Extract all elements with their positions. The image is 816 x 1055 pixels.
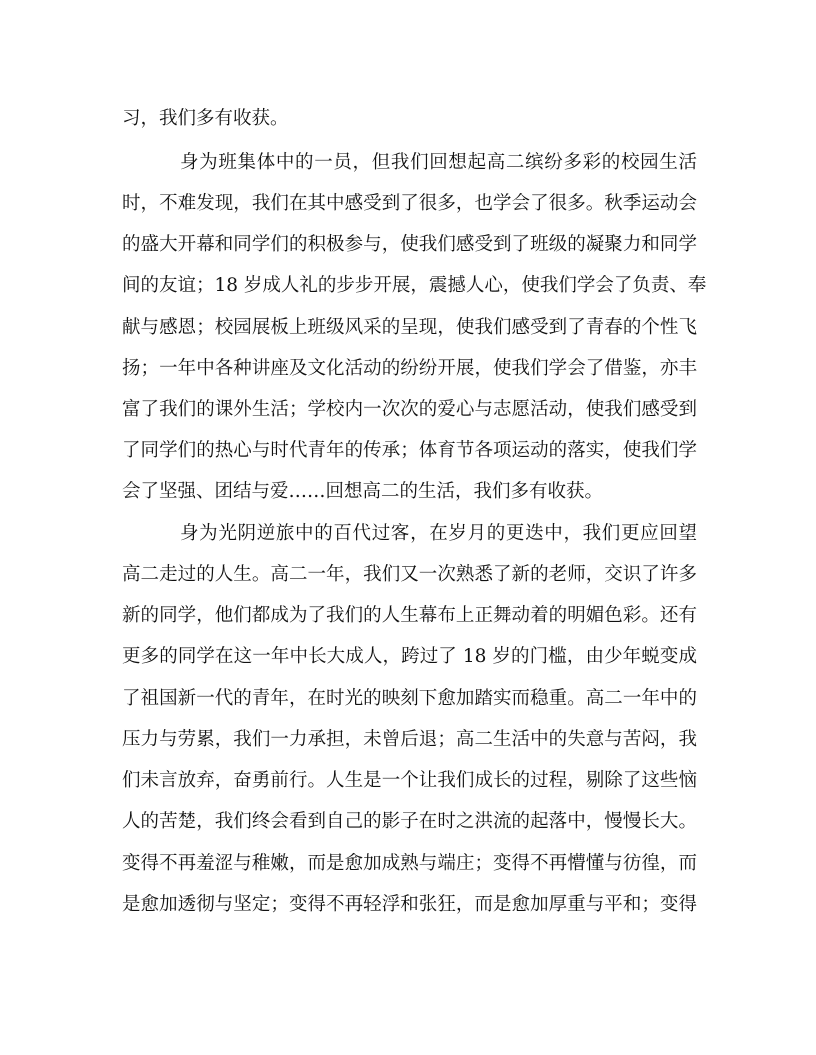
paragraph-3-line-6: 压力与劳累，我们一力承担，未曾后退；高二生活中的失意与苦闷，我: [122, 729, 697, 750]
paragraph-2-line-1: 身为班集体中的一员，但我们回想起高二缤纷多彩的校园生活: [180, 152, 697, 173]
paragraph-1-line-1: 习，我们多有收获。: [122, 108, 289, 129]
paragraph-3-line-3: 新的同学，他们都成为了我们的人生幕布上正舞动着的明媚色彩。还有: [122, 605, 697, 626]
paragraph-2-line-9: 会了坚强、团结与爱……回想高二的生活，我们多有收获。: [122, 481, 604, 502]
paragraph-3-line-10: 是愈加透彻与坚定；变得不再轻浮和张狂，而是愈加厚重与平和；变得: [122, 894, 697, 915]
paragraph-2-line-4: 间的友谊；18 岁成人礼的步步开展，震撼人心，使我们学会了负责、奉: [122, 275, 707, 296]
paragraph-3-line-1: 身为光阴逆旅中的百代过客，在岁月的更迭中，我们更应回望: [180, 523, 697, 544]
paragraph-2-line-3: 的盛大开幕和同学们的积极参与，使我们感受到了班级的凝聚力和同学: [122, 234, 697, 255]
paragraph-2-line-5: 献与感恩；校园展板上班级风采的呈现，使我们感受到了青春的个性飞: [122, 317, 697, 338]
paragraph-3-line-5: 了祖国新一代的青年，在时光的映刻下愈加踏实而稳重。高二一年中的: [122, 688, 697, 709]
paragraph-3-line-7: 们未言放弃，奋勇前行。人生是一个让我们成长的过程，剔除了这些恼: [122, 770, 697, 791]
paragraph-2-line-8: 了同学们的热心与时代青年的传承；体育节各项运动的落实，使我们学: [122, 440, 697, 461]
paragraph-2-line-6: 扬；一年中各种讲座及文化活动的纷纷开展，使我们学会了借鉴，亦丰: [122, 358, 697, 379]
paragraph-2-line-2: 时，不难发现，我们在其中感受到了很多，也学会了很多。秋季运动会: [122, 193, 697, 214]
paragraph-2-line-7: 富了我们的课外生活；学校内一次次的爱心与志愿活动，使我们感受到: [122, 399, 697, 420]
paragraph-3-line-2: 高二走过的人生。高二一年，我们又一次熟悉了新的老师，交识了许多: [122, 564, 697, 585]
paragraph-3-line-9: 变得不再羞涩与稚嫩，而是愈加成熟与端庄；变得不再懵懂与彷徨，而: [122, 853, 697, 874]
paragraph-3-line-4: 更多的同学在这一年中长大成人，跨过了 18 岁的门槛，由少年蜕变成: [122, 646, 697, 667]
paragraph-3-line-8: 人的苦楚，我们终会看到自己的影子在时之洪流的起落中，慢慢长大。: [122, 811, 697, 832]
